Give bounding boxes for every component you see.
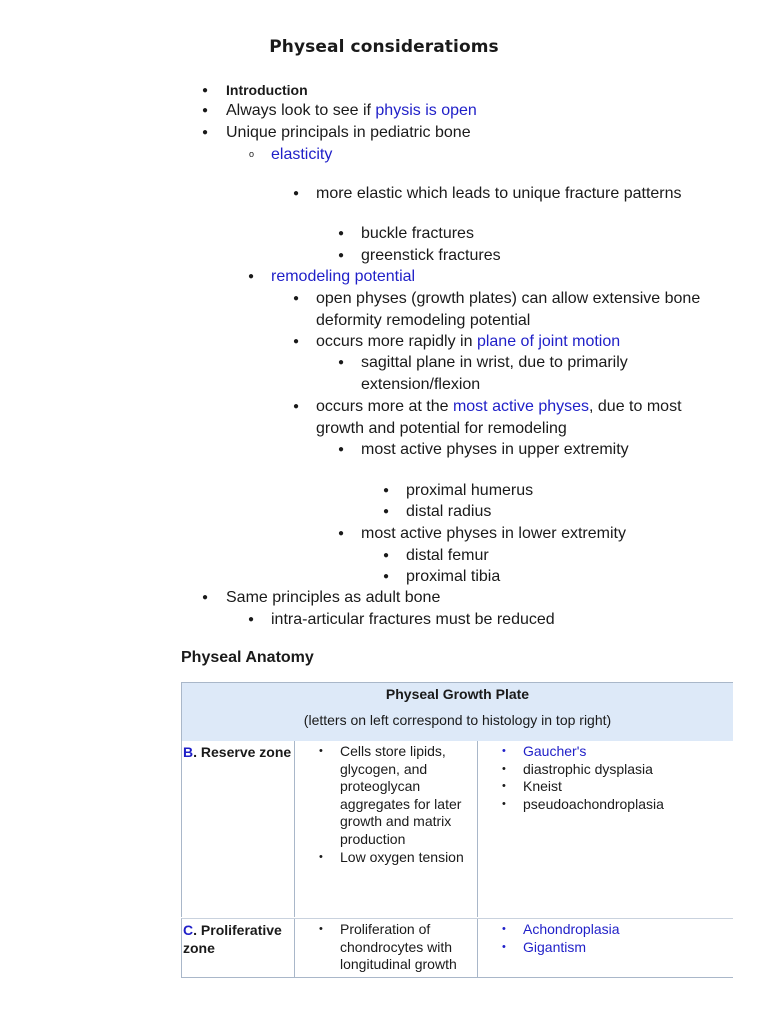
table-header <box>181 682 733 741</box>
bullet: ● <box>202 85 209 96</box>
bullet: ● <box>248 271 255 282</box>
list-item: • Proliferation of chondrocytes with longitudinal growth <box>317 921 457 974</box>
table-row <box>181 918 733 978</box>
outline-active-suffix: , due to most <box>589 398 682 415</box>
outline-prox-tibia: proximal tibia <box>406 568 501 585</box>
zone-name: . Reserve zone <box>193 744 292 760</box>
features-list <box>317 921 457 974</box>
bullet: ● <box>293 188 300 199</box>
elasticity-link[interactable]: elasticity <box>271 146 333 163</box>
outline-always <box>226 100 477 121</box>
column-divider <box>294 741 295 917</box>
outline-rapid <box>316 331 620 352</box>
column-divider <box>477 919 478 977</box>
outline-elastic-desc: more elastic which leads to unique fracture patterns <box>316 185 682 202</box>
outline-sagittal-cont: extension/flexion <box>361 376 481 393</box>
outline-distal-radius: distal radius <box>406 503 492 520</box>
zone-letter[interactable]: B <box>183 744 194 760</box>
outline-active-text: occurs more at the <box>316 398 453 415</box>
bullet: ● <box>202 592 209 603</box>
list-item: • diastrophic dysplasia <box>500 761 730 779</box>
circle-bullet: o <box>249 149 255 159</box>
table-title: Physeal Growth Plate <box>385 686 530 702</box>
list-item: • pseudoachondroplasia <box>500 796 730 814</box>
bullet: ● <box>338 444 345 455</box>
zone-label <box>183 743 293 761</box>
bullet: ● <box>338 528 345 539</box>
list-item: • Cells store lipids, glycogen, and proteoglycan aggregates for later growth and matrix production <box>317 743 467 849</box>
outline-active <box>316 396 682 417</box>
bullet: ● <box>293 336 300 347</box>
section-heading: Physeal Anatomy <box>181 649 314 666</box>
bullet: ● <box>383 485 390 496</box>
column-divider <box>294 919 295 977</box>
gauchers-link[interactable]: • Gaucher's <box>500 743 730 761</box>
bullet: ● <box>338 228 345 239</box>
gigantism-link[interactable]: • Gigantism <box>500 939 730 957</box>
outline-prox-humerus: proximal humerus <box>406 482 534 499</box>
bullet: ● <box>202 105 209 116</box>
zone-name: . Proliferative zone <box>183 922 282 956</box>
conditions-list <box>500 921 730 956</box>
zone-label <box>183 921 291 957</box>
bullet: ● <box>383 571 390 582</box>
achondroplasia-link[interactable]: • Achondroplasia <box>500 921 730 939</box>
bullet: ● <box>383 506 390 517</box>
outline-lower: most active physes in lower extremity <box>361 525 626 542</box>
remodeling-link[interactable]: remodeling potential <box>271 268 416 285</box>
outline-intra: intra-articular fractures must be reduced <box>271 611 555 628</box>
physeal-growth-table <box>181 682 732 976</box>
list-item: • Kneist <box>500 778 730 796</box>
page-title: Physeal consideratioms <box>269 37 499 57</box>
outline-unique: Unique principals in pediatric bone <box>226 124 471 141</box>
outline-buckle: buckle fractures <box>361 225 474 242</box>
zone-letter[interactable]: C <box>183 922 194 938</box>
outline-rapid-text: occurs more rapidly in <box>316 333 477 350</box>
outline-active-cont: growth and potential for remodeling <box>316 420 567 437</box>
features-list <box>317 743 467 866</box>
outline-always-text: Always look to see if <box>226 102 376 119</box>
table-row <box>181 741 733 917</box>
outline-greenstick: greenstick fractures <box>361 247 501 264</box>
table-subtitle: (letters on left correspond to histology in top right) <box>303 712 612 728</box>
outline-upper: most active physes in upper extremity <box>361 441 629 458</box>
outline-open-physes-cont: deformity remodeling potential <box>316 312 531 329</box>
bullet: ● <box>338 357 345 368</box>
conditions-list <box>500 743 730 813</box>
bullet: ● <box>293 401 300 412</box>
outline-introduction: Introduction <box>226 82 308 98</box>
list-item: • Low oxygen tension <box>317 849 467 867</box>
bullet: ● <box>383 550 390 561</box>
bullet: ● <box>338 250 345 261</box>
bullet: ● <box>293 293 300 304</box>
bullet: ● <box>248 614 255 625</box>
column-divider <box>477 741 478 917</box>
outline-sagittal: sagittal plane in wrist, due to primarily <box>361 354 628 371</box>
outline-open-physes: open physes (growth plates) can allow extensive bone <box>316 290 701 307</box>
physis-open-link[interactable]: physis is open <box>375 102 477 119</box>
joint-motion-link[interactable]: plane of joint motion <box>476 333 621 350</box>
outline-distal-femur: distal femur <box>406 547 489 564</box>
outline-same: Same principles as adult bone <box>226 589 441 606</box>
bullet: ● <box>202 127 209 138</box>
active-physes-link[interactable]: most active physes <box>452 398 590 415</box>
